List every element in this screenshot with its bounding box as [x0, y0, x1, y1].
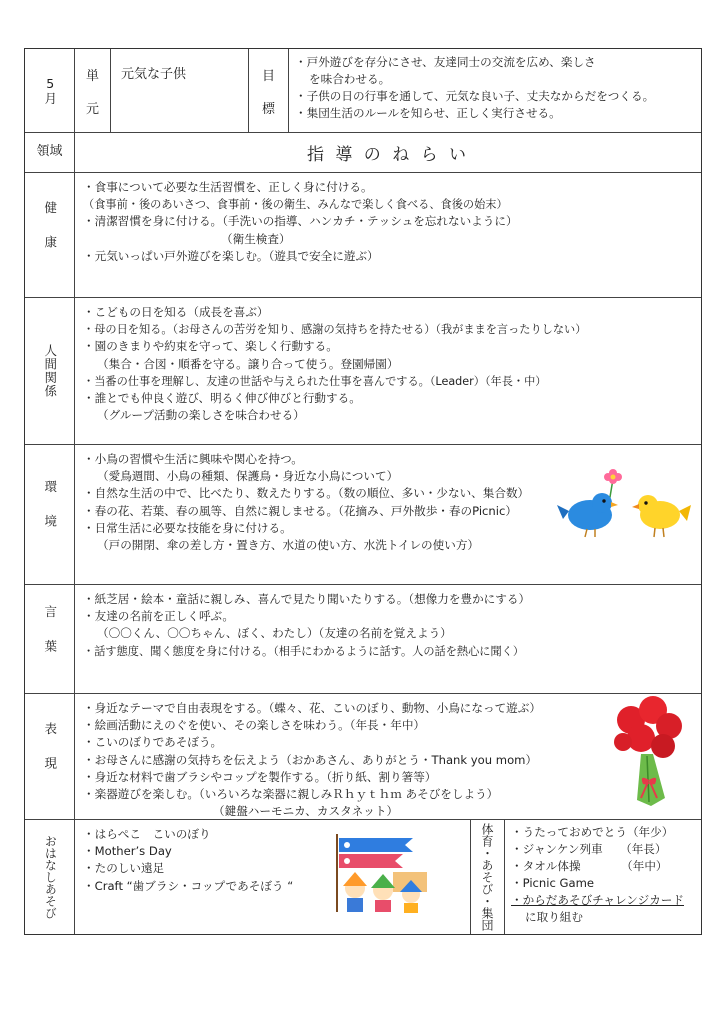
aim-line: （食事前・後のあいさつ、食事前・後の衛生、みんなで楽しく食べる、食後の始末）	[83, 198, 508, 212]
goals-cell	[289, 49, 701, 132]
goal-line: ・戸外遊びを存分にさせ、友達同士の交流を広め、楽しさ	[295, 55, 596, 69]
aim-line: ・清潔習慣を身に付ける。（手洗いの指導、ハンカチ・テッシュを忘れないように）	[83, 214, 518, 229]
carnation-bouquet-illustration	[607, 694, 691, 812]
carnation-icon	[614, 696, 682, 806]
birds-illustration	[555, 465, 695, 545]
aim-line: ・園のきまりや約束を守って、楽しく行動する。	[83, 339, 338, 354]
activities-row	[25, 820, 701, 934]
children-icon	[343, 872, 427, 913]
aim-line: （グループ活動の楽しさを味合わせる）	[97, 408, 305, 423]
section-label-cell	[25, 585, 75, 693]
ohanashi-content	[75, 820, 471, 934]
aim-line: （戸の開閉、傘の差し方・置き方、水道の使い方、水洗トイレの使い方）	[97, 538, 480, 553]
pe-item: ・Picnic Game	[511, 876, 595, 890]
aim-line: ・絵画活動にえのぐを使い、その楽しさを味わう。（年長・年中）	[83, 718, 426, 733]
area-label: 領域	[36, 144, 63, 160]
aim-line: ・こいのぼりであそぼう。	[83, 735, 223, 750]
section-content	[75, 694, 701, 819]
aim-line: ・誰とでも仲良く遊び、明るく伸び伸びと行動する。	[83, 391, 361, 406]
pe-item: ・ジャンケン列車 （年長）	[511, 842, 667, 856]
header-row	[25, 49, 701, 133]
aim-line: ・楽器遊びを楽しむ。（いろいろな楽器に親しみＲｈｙｔｈｍ あそびをしよう）	[83, 787, 499, 802]
section-content	[75, 298, 701, 444]
pe-item: ・からだあそびチャレンジカード	[511, 893, 684, 907]
aim-line: ・日常生活に必要な技能を身に付ける。	[83, 520, 292, 535]
aim-line: ・友達の名前を正しく呼ぶ。	[83, 609, 234, 624]
goal-label-1: 目	[261, 68, 275, 84]
aim-line: ・元気いっぱい戸外遊びを楽しむ。（遊具で安全に遊ぶ）	[83, 248, 379, 263]
section-content	[75, 585, 701, 693]
guidance-title-cell	[75, 133, 701, 172]
section-health	[25, 173, 701, 298]
aim-line: ・お母さんに感謝の気持ちを伝えよう（おかあさん、ありがとう・Thank you mom）	[83, 752, 538, 767]
aim-line: （〇〇くん、〇〇ちゃん、ぼく、わたし）（友達の名前を覚えよう）	[97, 626, 452, 641]
taiiku-label: 体育・あそび・集団	[480, 823, 494, 931]
goal-label-cell	[249, 49, 289, 132]
pe-item: ・うたっておめでとう（年少）	[511, 825, 674, 839]
month-label: 5月	[42, 75, 58, 106]
section-label: 健康	[42, 200, 58, 270]
month-cell	[25, 49, 75, 132]
aim-line: （愛鳥週間、小鳥の種類、保護鳥・身近な小鳥について）	[97, 469, 399, 484]
unit-value: 元気な子供	[121, 67, 187, 82]
section-label: 環境	[42, 480, 58, 549]
aim-line: ・身近な材料で歯ブラシやコップを製作する。（折り紙、割り箸等）	[83, 769, 437, 784]
area-label-cell	[25, 133, 75, 172]
section-label: 言葉	[42, 604, 58, 674]
unit-label-1: 単	[85, 68, 99, 84]
section-label-cell	[25, 445, 75, 584]
unit-label-cell	[75, 49, 111, 132]
ohanashi-label-cell	[25, 820, 75, 934]
aim-line: ・紙芝居・絵本・童話に親しみ、喜んで見たり聞いたりする。（想像力を豊かにする）	[83, 592, 531, 606]
story-item: ・たのしい遠足	[83, 861, 165, 876]
aim-line: ・食事について必要な生活習慣を、正しく身に付ける。	[83, 180, 373, 194]
section-label: 表現	[42, 722, 58, 791]
goal-label-2: 標	[261, 101, 275, 117]
aim-line: （衛生検査）	[221, 231, 291, 246]
story-item: ・はらぺこ こいのぼり	[83, 827, 211, 841]
story-item: ・Mother’s Day	[83, 844, 172, 859]
aim-line: ・小鳥の習慣や生活に興味や関心を持つ。	[83, 452, 303, 466]
pe-item: に取り組む	[525, 910, 583, 924]
guidance-title: 指 導 の ね ら い	[306, 145, 470, 165]
goal-line: ・集団生活のルールを知らせ、正しく実行させる。	[295, 106, 561, 120]
yellow-bird-icon	[632, 495, 691, 537]
aim-line: ・当番の仕事を理解し、友達の世話や与えられた仕事を喜んでする。（Leader）（年長・中）	[83, 374, 547, 388]
aim-line: ・話す態度、聞く態度を身に付ける。（相手にわかるように話す。人の話を熱心に聞く）	[83, 644, 525, 658]
taiiku-label-cell	[471, 820, 505, 934]
taiiku-content	[505, 820, 701, 934]
section-label-cell	[25, 173, 75, 297]
koinobori-kids-illustration	[333, 832, 433, 916]
blue-bird-icon	[557, 493, 618, 537]
pe-item: ・タオル体操 （年中）	[511, 859, 668, 873]
goal-line: を味合わせる。	[309, 72, 391, 86]
aim-line: ・自然な生活の中で、比べたり、数えたりする。（数の順位、多い・少ない、集合数）	[83, 486, 530, 501]
section-content	[75, 445, 701, 584]
aim-line: ・母の日を知る。（お母さんの苦労を知り、感謝の気持ちを持たせる）（我がままを言ったりしない）	[83, 323, 587, 337]
section-human-relations	[25, 298, 701, 445]
section-environment	[25, 445, 701, 585]
aim-line: ・春の花、若葉、春の風等、自然に親しませる。（花摘み、戸外散歩・春のPicnic）	[83, 503, 517, 518]
section-content	[75, 173, 701, 297]
aim-line: ・身近なテーマで自由表現をする。（蝶々、花、こいのぼり、動物、小鳥になって遊ぶ）	[83, 701, 541, 715]
aim-line: （集合・合図・順番を守る。譲り合って使う。登園帰園）	[97, 356, 399, 371]
story-item: ・Craft “歯ブラシ・コップであそぼう “	[83, 878, 294, 893]
aim-line: （鍵盤ハーモニカ、カスタネット）	[213, 804, 399, 819]
section-label-cell	[25, 694, 75, 819]
section-expression	[25, 694, 701, 820]
unit-value-cell	[111, 49, 249, 132]
section-language	[25, 585, 701, 694]
section-label: 人間関係	[42, 344, 58, 398]
section-label-cell	[25, 298, 75, 444]
unit-label-2: 元	[85, 101, 99, 117]
area-header-row	[25, 133, 701, 173]
ohanashi-label: おはなしあそび	[43, 835, 58, 919]
monthly-plan-table	[24, 48, 702, 935]
aim-line: ・こどもの日を知る（成長を喜ぶ）	[83, 305, 269, 319]
goal-line: ・子供の日の行事を通して、元気な良い子、丈夫なからだをつくる。	[295, 89, 655, 103]
